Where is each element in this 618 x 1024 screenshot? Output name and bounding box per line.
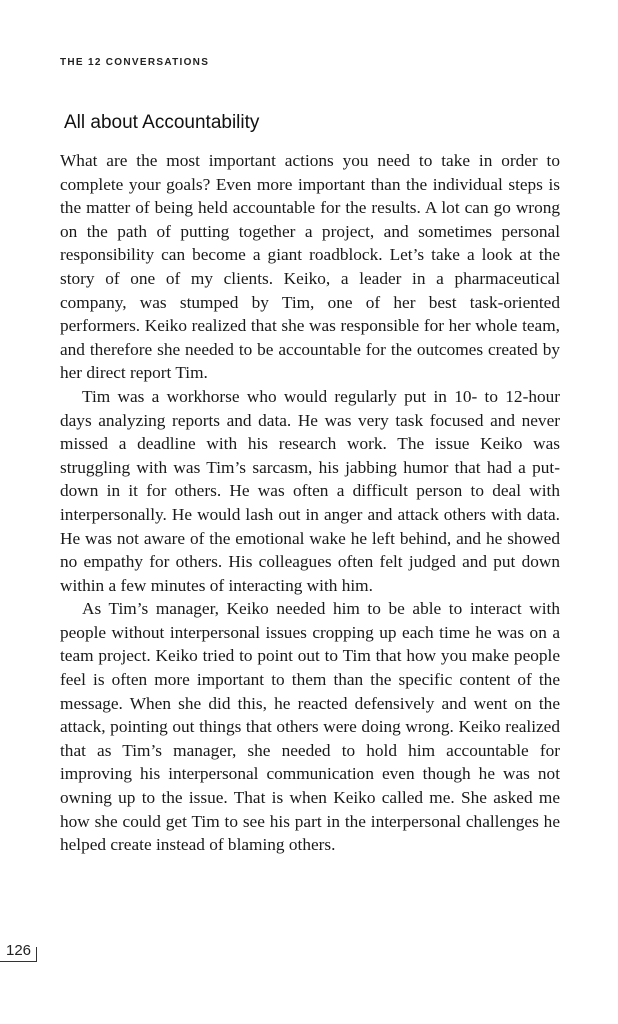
body-text	[60, 149, 560, 857]
page-number: 126	[6, 942, 32, 959]
paragraph-2: Tim was a workhorse who would regularly put in 10- to 12-hour days analyzing reports and data. He was very task focused and never missed a deadline with his research work. The issue Keiko was struggling with was Tim’s sarcasm, his jabbing humor that had a put-down in it for others. He was often a difficult person to deal with interpersonally. He would lash out in anger and attack others with data. He was not aware of the emotional wake he left behind, and he showed no empathy for others. His colleagues often felt judged and put down within a few minutes of interacting with him.	[60, 386, 560, 595]
page-number-rule-horizontal	[0, 961, 36, 962]
running-head: THE 12 CONVERSATIONS	[60, 57, 210, 68]
paragraph-1: What are the most important actions you need to take in order to complete your goals? Even more important than the individual steps is the matter of being held accountable for the results. A lot can go wrong on the path of putting together a project, and sometimes personal responsibility can become a giant roadblock. Let’s take a look at the story of one of my clients. Keiko, a leader in a pharmaceutical company, was stumped by Tim, one of her best task-oriented performers. Keiko realized that she was responsible for her whole team, and therefore she needed to be accountable for the outcomes created by her direct report Tim.	[60, 151, 560, 383]
section-title: All about Accountability	[64, 112, 260, 133]
paragraph-3: As Tim’s manager, Keiko needed him to be able to interact with people without interpersonal issues cropping up each time he was on a team project. Keiko tried to point out to Tim that how you make people feel is often more important to them than the specific content of the message. When she did this, he reacted defensively and went on the attack, pointing out things that others were doing wrong. Keiko realized that as Tim’s manager, she needed to hold him accountable for improving his interpersonal communication even though he was not owning up to the issue. That is when Keiko called me. She asked me how she could get Tim to see his part in the interpersonal challenges he helped create instead of blaming others.	[60, 599, 560, 855]
page-number-rule-vertical	[36, 947, 37, 962]
